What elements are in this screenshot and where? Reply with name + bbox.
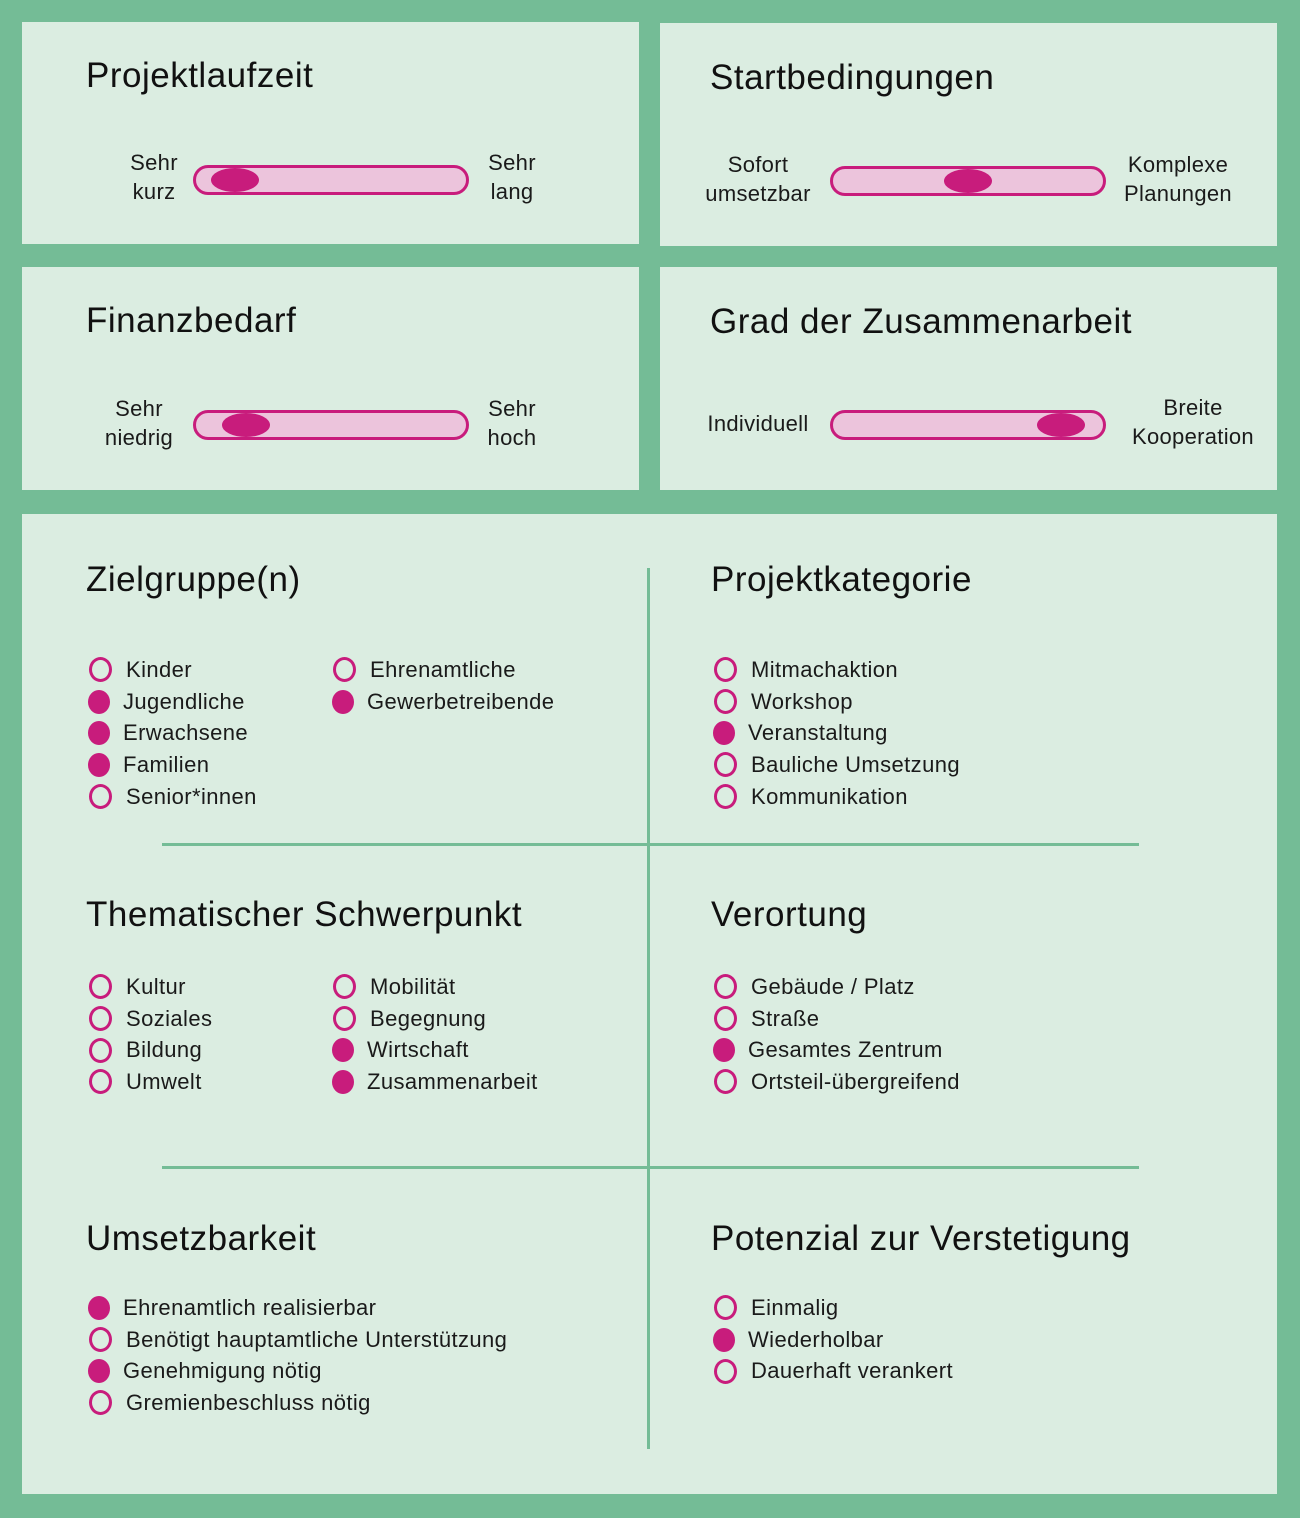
option-label: Bauliche Umsetzung — [751, 751, 960, 777]
option-label: Straße — [751, 1005, 820, 1031]
label-line: umsetzbar — [705, 181, 811, 206]
option-gebaeude-platz[interactable] — [711, 971, 960, 1003]
option-ehrenamtlich-realisierbar[interactable] — [86, 1292, 507, 1324]
slider-left-label — [696, 409, 820, 438]
label-line: niedrig — [104, 425, 174, 450]
slider-knob[interactable] — [944, 169, 992, 193]
option-mobilitaet[interactable] — [330, 971, 538, 1003]
option-strasse[interactable] — [711, 1003, 960, 1035]
option-mitmachaktion[interactable] — [711, 654, 960, 686]
label-line: kurz — [132, 179, 176, 204]
option-kinder[interactable] — [86, 654, 330, 686]
option-label: Ehrenamtlich realisierbar — [123, 1294, 377, 1320]
option-bauliche-umsetzung[interactable] — [711, 749, 960, 781]
option-veranstaltung[interactable] — [711, 717, 960, 749]
radio-empty-icon[interactable] — [714, 689, 737, 714]
option-ortsteil-uebergreifend[interactable] — [711, 1066, 960, 1098]
option-gesamtes-zentrum[interactable] — [711, 1034, 960, 1066]
option-label: Wiederholbar — [748, 1326, 884, 1352]
options — [86, 1292, 507, 1419]
section-title: Thematischer Schwerpunkt — [86, 895, 523, 934]
option-label: Gewerbetreibende — [367, 688, 555, 714]
option-wirtschaft[interactable] — [330, 1034, 538, 1066]
option-label: Gremienbeschluss nötig — [126, 1389, 371, 1415]
label-line: Sehr — [488, 150, 536, 175]
section-umsetzbarkeit — [86, 1217, 507, 1419]
option-column — [711, 1292, 953, 1387]
option-label: Umwelt — [126, 1068, 202, 1094]
radio-empty-icon[interactable] — [89, 1038, 112, 1063]
option-column — [86, 971, 330, 1098]
slider-right-label — [1108, 150, 1248, 208]
option-hauptamtliche-unterstuetzung[interactable] — [86, 1324, 507, 1356]
section-projektkategorie — [711, 558, 972, 812]
option-label: Familien — [123, 751, 210, 777]
vertical-divider — [647, 568, 650, 1449]
radio-filled-icon[interactable] — [713, 1038, 735, 1062]
option-label: Ehrenamtliche — [370, 656, 516, 682]
label-line: Sehr — [115, 396, 163, 421]
radio-empty-icon[interactable] — [714, 784, 737, 809]
radio-filled-icon[interactable] — [88, 753, 110, 777]
panel-startbedingungen — [660, 23, 1277, 246]
option-familien[interactable] — [86, 749, 330, 781]
label-line: Sofort — [727, 152, 789, 177]
label-line: Breite — [1163, 395, 1223, 420]
label-line: Sehr — [488, 396, 536, 421]
slider-knob[interactable] — [211, 168, 259, 192]
option-label: Jugendliche — [123, 688, 245, 714]
radio-filled-icon[interactable] — [332, 690, 354, 714]
option-label: Benötigt hauptamtliche Unterstützung — [126, 1326, 508, 1352]
radio-empty-icon[interactable] — [89, 1006, 112, 1031]
option-label: Kommunikation — [751, 783, 908, 809]
option-column — [330, 971, 538, 1098]
section-zielgruppen — [86, 558, 554, 812]
option-label: Dauerhaft verankert — [751, 1358, 954, 1384]
options — [711, 654, 972, 812]
option-gewerbetreibende[interactable] — [330, 686, 554, 718]
panel-title: Projektlaufzeit — [86, 56, 314, 95]
option-column — [711, 654, 960, 812]
panel-title: Grad der Zusammenarbeit — [710, 302, 1132, 341]
label-line: Individuell — [707, 411, 809, 436]
option-label: Gesamtes Zentrum — [748, 1037, 943, 1063]
option-genehmigung-noetig[interactable] — [86, 1355, 507, 1387]
option-dauerhaft-verankert[interactable] — [711, 1355, 953, 1387]
option-zusammenarbeit[interactable] — [330, 1066, 538, 1098]
slider-track-startbedingungen[interactable] — [830, 166, 1106, 196]
radio-empty-icon[interactable] — [89, 1327, 112, 1352]
slider-track-finanzbedarf[interactable] — [193, 410, 469, 440]
radio-empty-icon[interactable] — [714, 1006, 737, 1031]
option-label: Ortsteil-übergreifend — [751, 1068, 960, 1094]
option-workshop[interactable] — [711, 686, 960, 718]
radio-empty-icon[interactable] — [89, 657, 112, 682]
section-title: Umsetzbarkeit — [86, 1219, 317, 1258]
option-label: Senior*innen — [126, 783, 257, 809]
radio-empty-icon[interactable] — [333, 1006, 356, 1031]
slider-knob[interactable] — [1037, 413, 1085, 437]
label-line: Kooperation — [1132, 424, 1254, 449]
option-erwachsene[interactable] — [86, 717, 330, 749]
option-label: Gebäude / Platz — [751, 973, 915, 999]
option-label: Soziales — [126, 1005, 213, 1031]
radio-empty-icon[interactable] — [89, 974, 112, 999]
option-umwelt[interactable] — [86, 1066, 330, 1098]
radio-empty-icon[interactable] — [714, 1069, 737, 1094]
section-potenzial-verstetigung — [711, 1217, 1131, 1387]
option-label: Kultur — [126, 973, 186, 999]
panel-finanzbedarf — [22, 267, 639, 490]
label-line: Komplexe — [1127, 152, 1229, 177]
label-line: Sehr — [130, 150, 178, 175]
options — [86, 971, 538, 1098]
radio-filled-icon[interactable] — [713, 721, 735, 745]
slider-left-label — [94, 394, 184, 452]
radio-empty-icon[interactable] — [714, 657, 737, 682]
option-begegnung[interactable] — [330, 1003, 538, 1035]
option-label: Bildung — [126, 1037, 203, 1063]
radio-empty-icon[interactable] — [333, 974, 356, 999]
option-einmalig[interactable] — [711, 1292, 953, 1324]
option-label: Workshop — [751, 688, 853, 714]
radio-empty-icon[interactable] — [333, 657, 356, 682]
option-soziales[interactable] — [86, 1003, 330, 1035]
section-title: Verortung — [711, 895, 868, 934]
slider-track-zusammenarbeit[interactable] — [830, 410, 1106, 440]
option-bildung[interactable] — [86, 1034, 330, 1066]
option-label: Erwachsene — [123, 720, 249, 746]
option-label: Mitmachaktion — [751, 656, 899, 682]
slider-right-label — [1118, 393, 1268, 451]
slider-left-label — [116, 148, 192, 206]
option-wiederholbar[interactable] — [711, 1324, 953, 1356]
option-column — [330, 654, 554, 812]
section-thematischer-schwerpunkt — [86, 893, 538, 1098]
section-title: Zielgruppe(n) — [86, 560, 301, 599]
panel-projektlaufzeit — [22, 22, 639, 244]
radio-empty-icon[interactable] — [89, 784, 112, 809]
option-column — [711, 971, 960, 1098]
radio-filled-icon[interactable] — [88, 721, 110, 745]
radio-empty-icon[interactable] — [89, 1069, 112, 1094]
option-jugendliche[interactable] — [86, 686, 330, 718]
options — [711, 971, 960, 1098]
panel-grad-der-zusammenarbeit — [660, 267, 1277, 490]
option-kultur[interactable] — [86, 971, 330, 1003]
panel-title: Startbedingungen — [710, 58, 995, 97]
radio-filled-icon[interactable] — [88, 690, 110, 714]
slider-track-projektlaufzeit[interactable] — [193, 165, 469, 195]
radio-empty-icon[interactable] — [714, 974, 737, 999]
option-kommunikation[interactable] — [711, 781, 960, 813]
radio-filled-icon[interactable] — [332, 1070, 354, 1094]
radio-filled-icon[interactable] — [88, 1359, 110, 1383]
option-column — [86, 654, 330, 812]
option-label: Kinder — [126, 656, 192, 682]
option-label: Einmalig — [751, 1294, 839, 1320]
slider-knob[interactable] — [222, 413, 270, 437]
section-title: Potenzial zur Verstetigung — [711, 1219, 1131, 1258]
option-label: Genehmigung nötig — [123, 1358, 322, 1384]
horizontal-divider — [162, 843, 1139, 846]
label-line: hoch — [487, 425, 537, 450]
radio-filled-icon[interactable] — [88, 1296, 110, 1320]
option-label: Wirtschaft — [367, 1037, 469, 1063]
slider-right-label — [474, 394, 550, 452]
options — [86, 654, 554, 812]
label-line: Planungen — [1124, 181, 1232, 206]
section-title: Projektkategorie — [711, 560, 972, 599]
option-label: Zusammenarbeit — [367, 1068, 538, 1094]
option-label: Veranstaltung — [748, 720, 888, 746]
slider-left-label — [690, 150, 826, 208]
option-seniorinnen[interactable] — [86, 781, 330, 813]
radio-filled-icon[interactable] — [332, 1038, 354, 1062]
option-label: Begegnung — [370, 1005, 487, 1031]
horizontal-divider — [162, 1166, 1139, 1169]
option-ehrenamtliche[interactable] — [330, 654, 554, 686]
label-line: lang — [490, 179, 534, 204]
radio-empty-icon[interactable] — [714, 1295, 737, 1320]
options — [711, 1292, 1131, 1387]
slider-right-label — [474, 148, 550, 206]
radio-empty-icon[interactable] — [714, 752, 737, 777]
section-verortung — [711, 893, 960, 1098]
radio-filled-icon[interactable] — [713, 1328, 735, 1352]
option-label: Mobilität — [370, 973, 456, 999]
radio-empty-icon[interactable] — [714, 1359, 737, 1384]
option-gremienbeschluss-noetig[interactable] — [86, 1387, 507, 1419]
panel-title: Finanzbedarf — [86, 301, 297, 340]
option-column — [86, 1292, 507, 1419]
radio-empty-icon[interactable] — [89, 1390, 112, 1415]
